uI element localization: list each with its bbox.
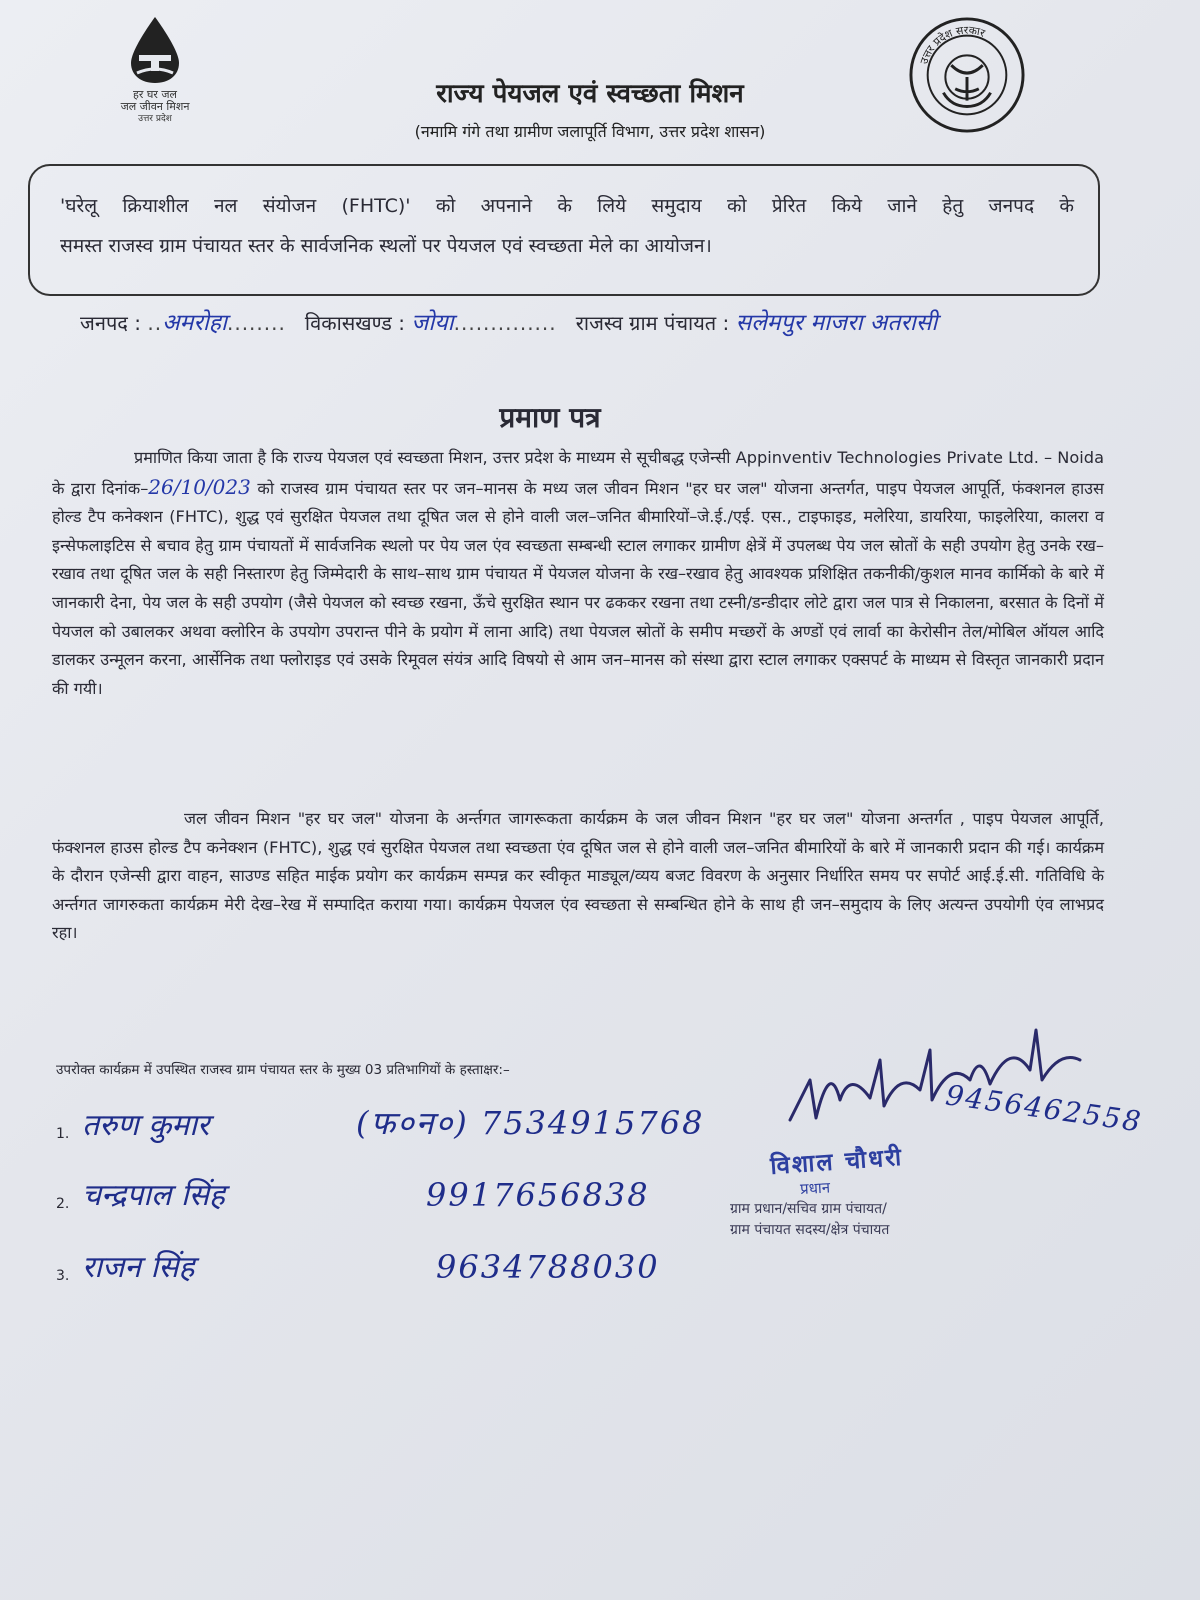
- participant-row-3: [56, 1240, 756, 1290]
- participant-phone: 9917656838: [426, 1176, 650, 1214]
- svg-text:उत्तर प्रदेश सरकार: [917, 23, 987, 65]
- participant-signature: तरुण कुमार: [82, 1108, 210, 1143]
- logo-line-1: हर घर जल: [133, 88, 177, 101]
- district-label: जनपद :: [80, 311, 142, 335]
- document-subtitle: (नमामि गंगे तथा ग्रामीण जलापूर्ति विभाग, उत्तर प्रदेश शासन): [414, 122, 766, 141]
- participant-number: 1.: [56, 1126, 70, 1142]
- notice-line-1: 'घरेलू क्रियाशील नल संयोजन (FHTC)' को अपनाने के लिये समुदाय को प्रेरित किये जाने हेतु जनपद के: [60, 195, 1074, 217]
- logo-line-3: उत्तर प्रदेश: [138, 114, 172, 124]
- stamp-designation: प्रधान: [799, 1178, 831, 1199]
- document-title: राज्य पेयजल एवं स्वच्छता मिशन: [436, 79, 744, 109]
- pradhan-phone: 9456462558: [943, 1078, 1145, 1139]
- event-date: 26/10/023: [148, 474, 251, 499]
- certificate-paragraph-1: प्रमाणित किया जाता है कि राज्य पेयजल एवं स्वच्छता मिशन, उत्तर प्रदेश के माध्यम से सूचीबद्ध एजेन्सी Appinventiv Technologies Private Ltd. – Noida के द्वारा दिनांक–26/10/023 को राजस्व ग्राम पंचायत स्तर पर जन–मानस के मध्य जल जीवन मिशन "हर घर जल" योजना अन्तर्गत, पाइप पेयजल आपूर्ति, फंक्शनल हाउस होल्ड टैप कनेक्शन (FHTC), शुद्ध एवं सुरक्षित पेयजल तथा दूषित जल से होने वाली जल–जनित बीमारियों–जे.ई./एई. एस., टाइफाइड, मलेरिया, डायरिया, फाइलेरिया, कालरा व इन्सेफलाइटिस से बचाव हेतु ग्राम पंचायतों में सार्वजनिक स्थलो पर पेय जल एंव स्वच्छता सम्बन्धी स्टाल लगाकर ग्रामीण क्षेत्रें में उपलब्ध पेय जल स्रोतों के सही उपयोग हेतु उनके रख–रखाव तथा दूषित जल के सही निस्तारण हेतु जिम्मेदारी के साथ–साथ ग्राम पंचायत में पेयजल योजना के रख–रखाव हेतु आवश्यक प्रशिक्षित तकनीकी/कुशल मानव कार्मिको के बारे में जानकारी देना, पेय जल के सही उपयोग (जैसे पेयजल को स्वच्छ रखना, ऊँचे सुरक्षित स्थान पर ढककर रखना तथा टस्नी/डन्डीदार लोटे द्वारा जल पात्र से निकालना, बरसात के दिनों में पेयजल को उबालकर अथवा क्लोरिन के उपयोग उपरान्त पीने के प्रयोग में लाना आदि) तथा पेयजल स्रोतों के समीप मच्छरों के अण्डों एवं लार्वा का केरोसीन तेल/मोबिल ऑयल आदि डालकर उन्मूलन करना, आर्सेनिक तथा फ्लोराइड एवं उसके रिमूवल संयंत्र आदि विषयो से आम जन–मानस को संस्था द्वारा स्टाल लगाकर एक्सपर्ट के माध्यम से विस्तृत जानकारी प्रदान की गयी।: [52, 448, 1104, 698]
- up-government-seal: [908, 16, 1026, 134]
- seal-text: उत्तर प्रदेश सरकार: [917, 23, 987, 66]
- participant-row-1: [56, 1098, 756, 1148]
- para1-text-before-date: प्रमाणित किया जाता है कि राज्य पेयजल एवं स्वच्छता मिशन, उत्तर प्रदेश के माध्यम से सूचीबद्ध एजेन्सी Appinventiv Technologies Private Ltd. – Noida के द्वारा दिनांक: [52, 448, 1104, 498]
- block-value: जोया: [411, 310, 454, 336]
- para2-text: जल जीवन मिशन "हर घर जल" योजना के अर्न्तगत जागरूकता कार्यक्रम के जल जीवन मिशन "हर घर जल" योजना अन्तर्गत , पाइप पेयजल आपूर्ति, फंक्शनल हाउस होल्ड टैप कनेक्शन (FHTC), शुद्ध एवं सुरक्षित पेयजल तथा स्वच्छता एंव दूषित जल से होने वाली जल–जनित बीमारियों के बारे में जानकारी प्रदान की गई। कार्यक्रम के दौरान एजेन्सी द्वारा वाहन, साउण्ड सहित माईक प्रयोग कर कार्यक्रम सम्पन्न कर स्वीकृत माड्यूल/व्यय बजट विवरण के अनुसार निर्धारित समय पर सपोर्ट आई.ई.सी. गतिविधि के अर्न्तगत जागरुकता कार्यक्रम मेरी देख–रेख में सम्पादित कराया गया। कार्यक्रम पेयजल एंव स्वच्छता से सम्बन्धित होने के साथ ही जन–समुदाय के लिए अत्यन्त उपयोगी एंव लाभप्रद रहा।: [52, 809, 1104, 943]
- participant-phone: 9634788030: [436, 1248, 660, 1286]
- signatory-designation-line-2: ग्राम पंचायत सदस्य/क्षेत्र पंचायत: [730, 1222, 890, 1238]
- logo-line-2: जल जीवन मिशन: [120, 100, 190, 113]
- participant-row-2: [56, 1168, 756, 1218]
- certificate-paragraph-2: [52, 805, 1104, 948]
- panchayat-value: सलेमपुर माजरा अतरासी: [735, 310, 938, 336]
- har-ghar-jal-logo: [100, 15, 210, 125]
- participants-title: उपरोक्त कार्यक्रम में उपस्थित राजस्व ग्राम पंचायत स्तर के मुख्य 03 प्रतिभागियों के हस्ताक्षर:–: [56, 1062, 510, 1078]
- participant-signature: चन्द्रपाल सिंह: [82, 1178, 225, 1213]
- participant-number: 2.: [56, 1196, 70, 1212]
- participant-signature: राजन सिंह: [82, 1250, 195, 1285]
- notice-line-2: समस्त राजस्व ग्राम पंचायत स्तर के सार्वजनिक स्थलों पर पेयजल एवं स्वच्छता मेले का आयोजन।: [60, 235, 712, 257]
- location-fields: जनपद : ..अमरोहा........ विकासखण्ड : जोया.............. राजस्व ग्राम पंचायत : सलेमपुर माजरा अतरासी: [80, 310, 938, 336]
- stamp-name: विशाल चौधरी: [769, 1142, 904, 1181]
- participant-phone: (फ०न०) 7534915768: [356, 1104, 705, 1142]
- water-drop-icon: [125, 15, 185, 85]
- certificate-heading: प्रमाण पत्र: [499, 401, 601, 434]
- pradhan-stamp: [730, 1140, 1030, 1239]
- district-value: अमरोहा: [162, 310, 227, 336]
- para1-text-after-date: को राजस्व ग्राम पंचायत स्तर पर जन–मानस के मध्य जल जीवन मिशन "हर घर जल" योजना अन्तर्गत, पाइप पेयजल आपूर्ति, फंक्शनल हाउस होल्ड टैप कनेक्शन (FHTC), शुद्ध एवं सुरक्षित पेयजल तथा दूषित जल से होने वाली जल–जनित बीमारियों–जे.ई./एई. एस., टाइफाइड, मलेरिया, डायरिया, फाइलेरिया, कालरा व इन्सेफलाइटिस से बचाव हेतु ग्राम पंचायतों में सार्वजनिक स्थलो पर पेय जल एंव स्वच्छता सम्बन्धी स्टाल लगाकर ग्रामीण क्षेत्रें में उपलब्ध पेय जल स्रोतों के सही उपयोग हेतु उनके रख–रखाव तथा दूषित जल के सही निस्तारण हेतु जिम्मेदारी के साथ–साथ ग्राम पंचायत में पेयजल योजना के रख–रखाव हेतु आवश्यक प्रशिक्षित तकनीकी/कुशल मानव कार्मिको के बारे में जानकारी देना, पेय जल के सही उपयोग (जैसे पेयजल को स्वच्छ रखना, ऊँचे सुरक्षित स्थान पर ढककर रखना तथा टस्नी/डन्डीदार लोटे द्वारा जल पात्र से निकालना, बरसात के दिनों में पेयजल को उबालकर अथवा क्लोरिन के उपयोग उपरान्त पीने के प्रयोग में लाना आदि) तथा पेयजल स्रोतों के समीप मच्छरों के अण्डों एवं लार्वा का केरोसीन तेल/मोबिल ऑयल आदि डालकर उन्मूलन करना, आर्सेनिक तथा फ्लोराइड एवं उसके रिमूवल संयंत्र आदि विषयो से आम जन–मानस को संस्था द्वारा स्टाल लगाकर एक्सपर्ट के माध्यम से विस्तृत जानकारी प्रदान की गयी।: [52, 478, 1104, 698]
- participant-number: 3.: [56, 1268, 70, 1284]
- notice-box: [28, 164, 1100, 296]
- signatory-designation-line-1: ग्राम प्रधान/सचिव ग्राम पंचायत/: [730, 1201, 887, 1217]
- block-label: विकासखण्ड :: [304, 311, 405, 335]
- panchayat-label: राजस्व ग्राम पंचायत :: [575, 311, 730, 335]
